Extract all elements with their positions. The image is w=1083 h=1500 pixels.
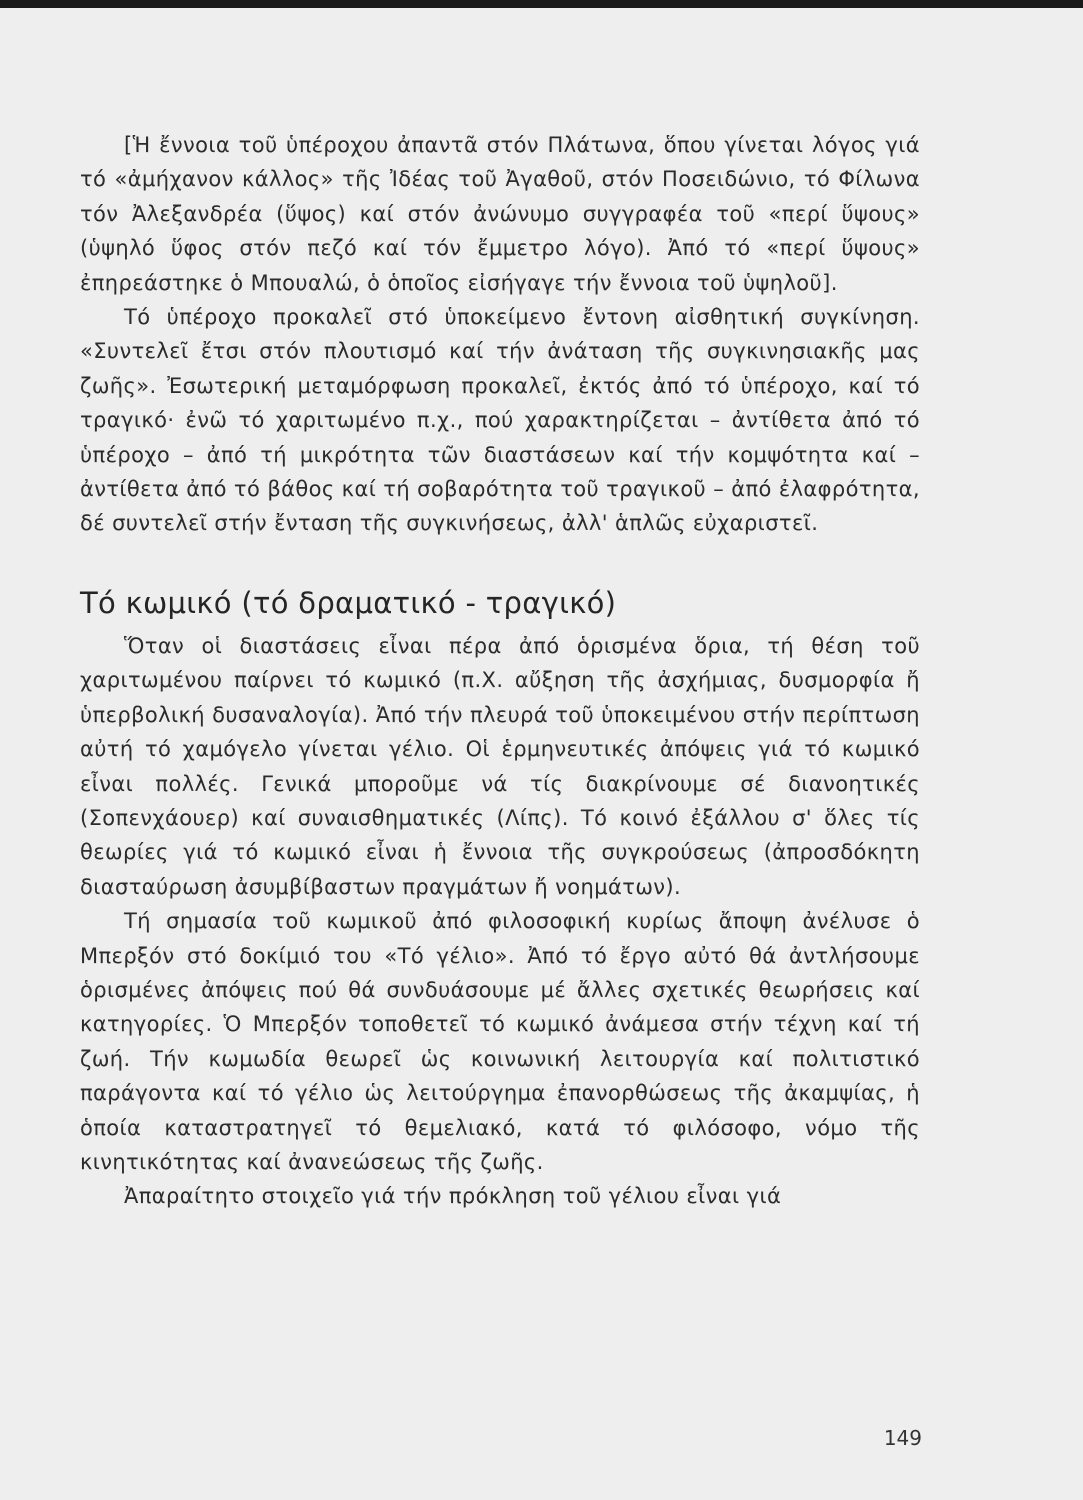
comic-paragraph-2: Τή σημασία τοῦ κωμικοῦ ἀπό φιλοσοφική κυρίως ἄποψη ἀνέλυσε ὁ Μπερξόν στό δοκίμιό του «Τό γέλιο». Ἀπό τό ἔργο αὐτό θά ἀντλήσουμε ὁρισμένες ἀπόψεις πού θά συνδυάσουμε μέ ἄλλες σχετικές θεωρήσεις καί κατηγορίες. Ὁ Μπερξόν τοποθετεῖ τό κωμικό ἀνάμεσα στήν τέχνη καί τή ζωή. Τήν κωμωδία θεωρεῖ ὡς κοινωνική λειτουργία καί πολιτιστικό παράγοντα καί τό γέλιο ὡς λειτούργημα ἐπανορθώσεως τῆς ἀκαμψίας, ἡ ὁποία καταστρατηγεῖ τό θεμελιακό, κατά τό φιλόσοφο, νόμο τῆς κινητικότητας καί ἀνανεώσεως τῆς ζωῆς. [80,909,920,1174]
intro-paragraph-2: Τό ὑπέροχο προκαλεῖ στό ὑποκείμενο ἔντονη αἰσθητική συγκίνηση. «Συντελεῖ ἔτσι στόν πλουτισμό καί τήν ἀνάταση τῆς συγκινησιακῆς μας ζωῆς». Ἐσωτερική μεταμόρφωση προκαλεῖ, ἐκτός ἀπό τό ὑπέροχο, καί τό τραγικό· ἐνῶ τό χαριτωμένο π.χ., πού χαρακτηρίζεται – ἀντίθετα ἀπό τό ὑπέροχο – ἀπό τή μικρότητα τῶν διαστάσεων καί τήν κομψότητα καί – ἀντίθετα ἀπό τό βάθος καί τή σοβαρότητα τοῦ τραγικοῦ – ἀπό ἐλαφρότητα, δέ συντελεῖ στήν ἔνταση τῆς συγκινήσεως, ἀλλ' ἁπλῶς εὐχαριστεῖ. [80,305,920,536]
section-heading-comic: Τό κωμικό (τό δραματικό - τραγικό) [80,585,617,620]
text-column [80,128,920,1214]
page-number: 149 [883,1426,922,1450]
scan-top-edge [0,0,1083,8]
comic-paragraph-3: Ἀπαραίτητο στοιχεῖο γιά τήν πρόκληση τοῦ γέλιου εἶναι γιά [124,1184,782,1209]
comic-paragraph-1: Ὅταν οἱ διαστάσεις εἶναι πέρα ἀπό ὁρισμένα ὅρια, τή θέση τοῦ χαριτωμένου παίρνει τό κωμικό (π.Χ. αὔξηση τῆς ἀσχήμιας, δυσμορφία ἤ ὑπερβολική δυσαναλογία). Ἀπό τήν πλευρά τοῦ ὑποκειμένου στήν περίπτωση αὐτή τό χαμόγελο γίνεται γέλιο. Οἱ ἑρμηνευτικές ἀπόψεις γιά τό κωμικό εἶναι πολλές. Γενικά μποροῦμε νά τίς διακρίνουμε σέ διανοητικές (Σοπενχάουερ) καί συναισθηματικές (Λίπς). Τό κοινό ἐξάλλου σ' ὅλες τίς θεωρίες γιά τό κωμικό εἶναι ἡ ἔννοια τῆς συγκρούσεως (ἀπροσδόκητη διασταύρωση ἀσυμβίβαστων πραγμάτων ἤ νοημάτων). [80,633,920,899]
intro-paragraph-1: [Ἡ ἔννοια τοῦ ὑπέροχου ἀπαντᾶ στόν Πλάτωνα, ὅπου γίνεται λόγος γιά τό «ἀμήχανον κάλλος» τῆς Ἰδέας τοῦ Ἀγαθοῦ, στόν Ποσειδώνιο, τό Φίλωνα τόν Ἀλεξανδρέα (ὕψος) καί στόν ἀνώνυμο συγγραφέα τοῦ «περί ὕψους» (ὑψηλό ὕφος στόν πεζό καί τόν ἔμμετρο λόγο). Ἀπό τό «περί ὕψους» ἐπηρεάστηκε ὁ Μπουαλώ, ὁ ὁποῖος εἰσήγαγε τήν ἔννοια τοῦ ὑψηλοῦ]. [80,133,920,295]
